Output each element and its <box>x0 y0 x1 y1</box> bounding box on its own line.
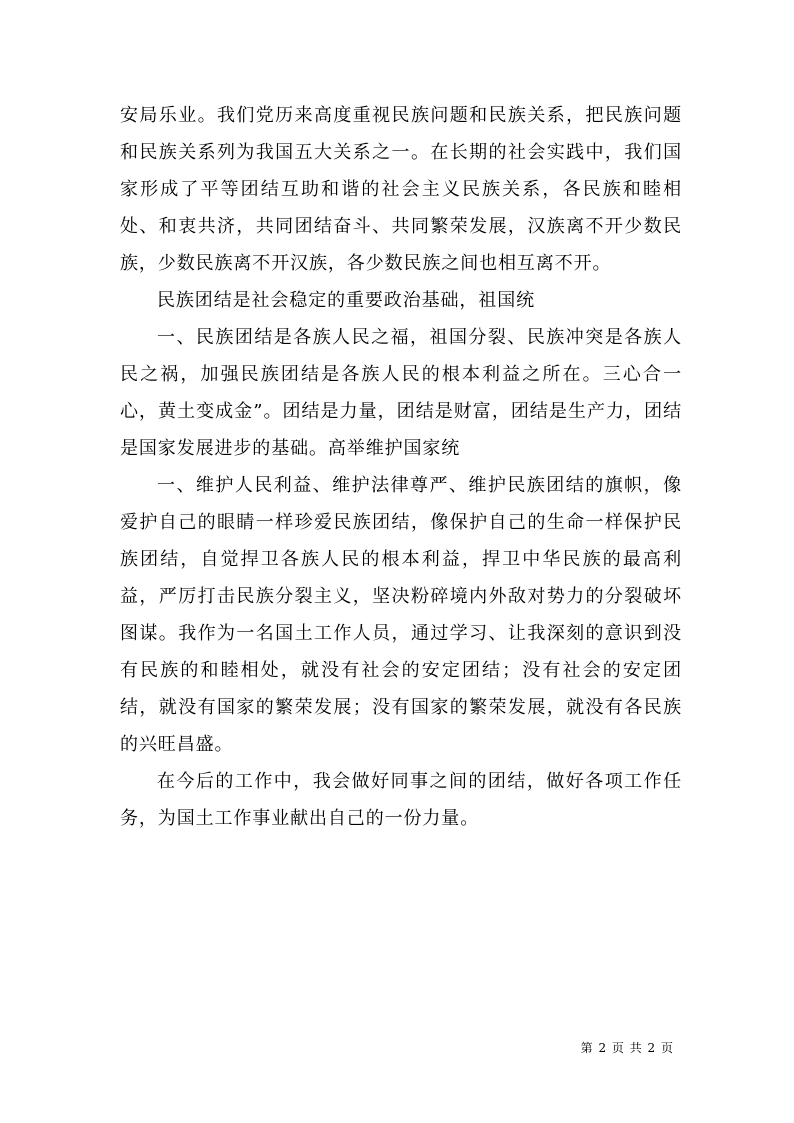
paragraph-ethnic-unity-blessing: 一、民族团结是各族人民之福，祖国分裂、民族冲突是各族人民之祸，加强民族团结是各族人民的根本利益之所在。三心合一心，黄土变成金”。团结是力量，团结是财富，团结是生产力，团结是国家发展进步的基础。高举维护国家统 <box>120 327 682 459</box>
page-number: 第 2 页 共 2 页 <box>580 1041 674 1055</box>
paragraph-national-unity-basis: 民族团结是社会稳定的重要政治基础，祖国统 <box>157 290 535 311</box>
document-body <box>120 97 682 837</box>
paragraph-continuation: 安局乐业。我们党历来高度重视民族问题和民族关系，把民族问题和民族关系列为我国五大关系之一。在长期的社会实践中，我们国家形成了平等团结互助和谐的社会主义民族关系，各民族和睦相处、和衷共济，共同团结奋斗、共同繁荣发展，汉族离不开少数民族，少数民族离不开汉族，各少数民族之间也相互离不开。 <box>120 105 682 274</box>
paragraph-future-work: 在今后的工作中，我会做好同事之间的团结，做好各项工作任务，为国土工作事业献出自己的一份力量。 <box>120 771 682 829</box>
paragraph-safeguard-unity: 一、维护人民利益、维护法律尊严、维护民族团结的旗帜，像爱护自己的眼睛一样珍爱民族团结，像保护自己的生命一样保护民族团结，自觉捍卫各族人民的根本利益，捍卫中华民族的最高利益，严厉打击民族分裂主义，坚决粉碎境内外敌对势力的分裂破坏图谋。我作为一名国土工作人员，通过学习、让我深刻的意识到没有民族的和睦相处，就没有社会的安定团结；没有社会的安定团结，就没有国家的繁荣发展；没有国家的繁荣发展，就没有各民族的兴旺昌盛。 <box>120 475 682 755</box>
